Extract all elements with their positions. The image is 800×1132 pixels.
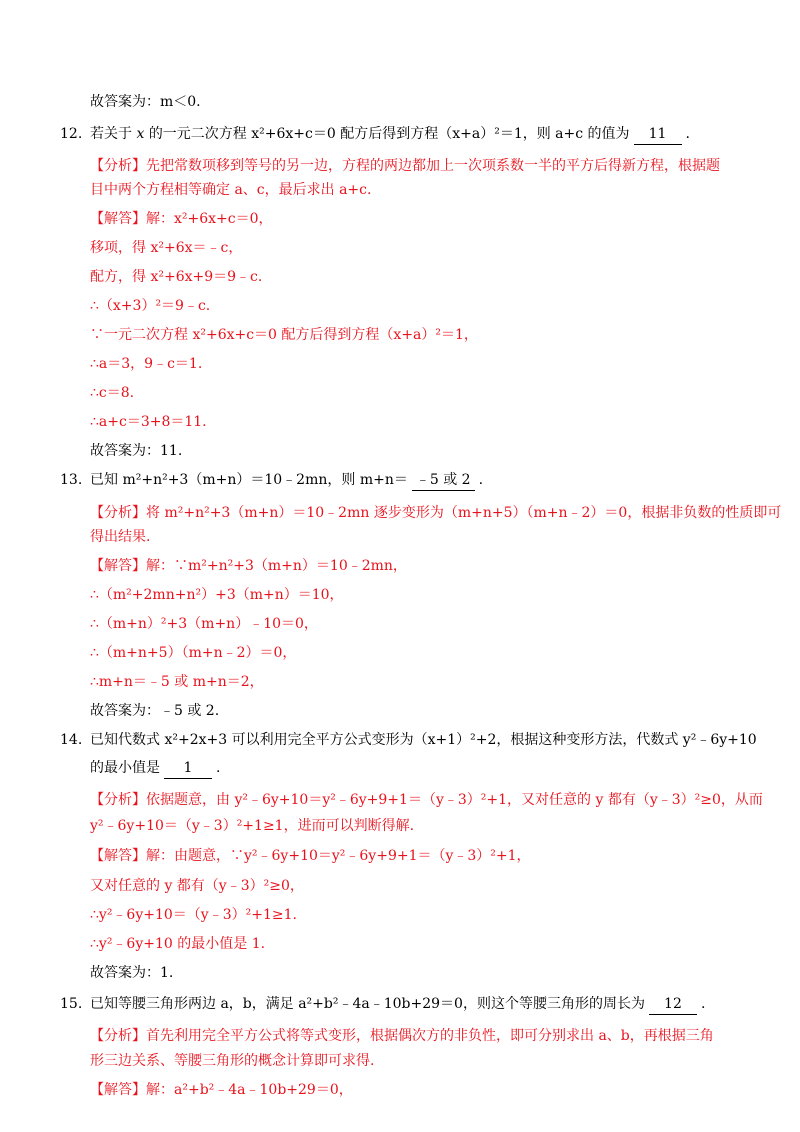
q12-final: 故答案为：11. xyxy=(90,443,183,459)
q12-stem-end: . xyxy=(685,126,690,142)
q12-solution-4: ∴（x+3）²＝9﹣c. xyxy=(90,298,211,314)
q14-stem-text: 已知代数式 x²+2x+3 可以利用完全平方公式变形为（x+1）²+2，根据这种变形方法，代数式 y²﹣6y+10 xyxy=(90,732,757,748)
q15-number: 15. xyxy=(60,996,83,1012)
q15-analysis-2: 形三边关系、等腰三角形的概念计算即可求得. xyxy=(90,1053,375,1069)
q15-answer: 12 xyxy=(649,994,697,1015)
q13-analysis-1: 【分析】将 m²+n²+3（m+n）＝10﹣2mn 逐步变形为（m+n+5）（m+n﹣2）＝0，根据非负数的性质即可 xyxy=(90,505,782,521)
q12-answer: 11 xyxy=(634,124,682,145)
q14-solution-3: ∴y²﹣6y+10＝（y﹣3）²+1≥1. xyxy=(90,907,297,923)
q12-stem-a: 若关于 xyxy=(90,126,132,142)
q13-stem xyxy=(60,470,483,491)
q14-solution-1: 【解答】解：由题意，∵y²﹣6y+10＝y²﹣6y+9+1＝（y﹣3）²+1， xyxy=(90,848,531,864)
q14-stem-end: . xyxy=(216,760,221,776)
q14-stem2: 的最小值是 xyxy=(90,760,160,776)
q12-solution-8: ∴a+c＝3+8＝11. xyxy=(90,414,207,430)
q13-answer: ﹣5 或 2 xyxy=(412,470,475,491)
q13-number: 13. xyxy=(60,472,83,488)
q12-solution-5: ∵一元二次方程 x²+6x+c＝0 配方后得到方程（x+a）²＝1， xyxy=(90,327,478,343)
q14-analysis-2: y²﹣6y+10＝（y﹣3）²+1≥1，进而可以判断得解. xyxy=(90,818,415,834)
q13-stem-end: . xyxy=(478,472,484,488)
q15-analysis-1: 【分析】首先利用完全平方公式将等式变形，根据偶次方的非负性，即可分别求出 a、b，再根据三角 xyxy=(90,1028,714,1044)
q13-solution-1: 【解答】解：∵m²+n²+3（m+n）＝10﹣2mn， xyxy=(90,558,407,574)
q12-solution-3: 配方，得 x²+6x+9＝9﹣c. xyxy=(90,269,263,285)
q12-analysis-2: 目中两个方程相等确定 a、c，最后求出 a+c. xyxy=(90,182,372,198)
q12-stem-c: 的一元二次方程 x²+6x+c＝0 配方后得到方程（x+a）²＝1，则 a+c 的值为 xyxy=(148,126,630,142)
q14-number: 14. xyxy=(60,732,83,748)
q12-analysis-1: 【分析】先把常数项移到等号的另一边，方程的两边都加上一次项系数一半的平方后得新方程，根据题 xyxy=(90,158,720,174)
q13-stem-text: 已知 m²+n²+3（m+n）＝10﹣2mn，则 m+n＝ xyxy=(90,472,408,488)
q12-solution-1: 【解答】解：x²+6x+c＝0， xyxy=(90,211,273,227)
q15-solution-1: 【解答】解：a²+b²﹣4a﹣10b+29＝0， xyxy=(90,1082,353,1098)
q12-solution-6: ∴a＝3，9﹣c＝1. xyxy=(90,356,203,372)
q14-answer: 1 xyxy=(164,758,212,779)
q11-final: 故答案为：m＜0. xyxy=(90,94,201,110)
q12-solution-7: ∴c＝8. xyxy=(90,385,135,401)
q15-stem-end: . xyxy=(700,996,706,1012)
q14-stem-line2 xyxy=(90,758,220,779)
q14-solution-4: ∴y²﹣6y+10 的最小值是 1. xyxy=(90,936,266,952)
q13-solution-2: ∴（m²+2mn+n²）+3（m+n）＝10， xyxy=(90,587,344,603)
q13-final: 故答案为：﹣5 或 2. xyxy=(90,703,220,719)
q12-solution-2: 移项，得 x²+6x＝﹣c， xyxy=(90,240,243,256)
q14-stem xyxy=(60,730,757,750)
q14-final: 故答案为：1. xyxy=(90,965,174,981)
q12-stem xyxy=(60,124,690,145)
q15-stem xyxy=(60,994,705,1015)
q15-stem-text: 已知等腰三角形两边 a，b，满足 a²+b²﹣4a﹣10b+29＝0，则这个等腰三角形的周长为 xyxy=(90,996,645,1012)
q13-solution-4: ∴（m+n+5）（m+n﹣2）＝0， xyxy=(90,645,297,661)
q13-analysis-2: 得出结果. xyxy=(90,529,151,545)
q14-analysis-1: 【分析】依据题意，由 y²﹣6y+10＝y²﹣6y+9+1＝（y﹣3）²+1，又对任意的 y 都有（y﹣3）²≥0，从而 xyxy=(90,792,763,808)
q13-solution-5: ∴m+n＝﹣5 或 m+n＝2， xyxy=(90,674,264,690)
q12-number: 12. xyxy=(60,126,83,142)
q12-stem-var: x xyxy=(136,126,145,142)
q14-solution-2: 又对任意的 y 都有（y﹣3）²≥0， xyxy=(90,878,304,894)
q13-solution-3: ∴（m+n）²+3（m+n）﹣10＝0， xyxy=(90,616,318,632)
